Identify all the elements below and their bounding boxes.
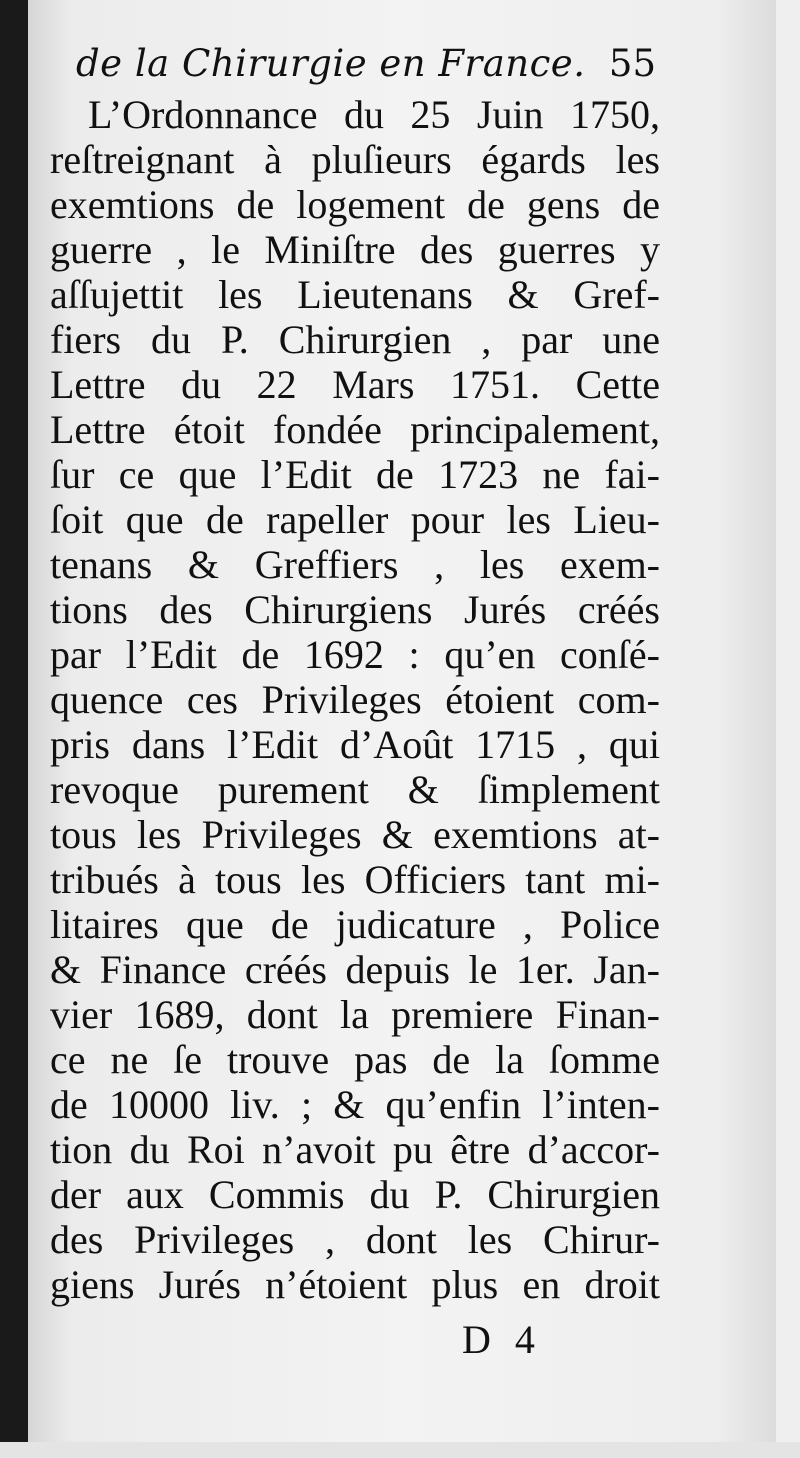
text-line: tenans & Greffiers , les exem- bbox=[50, 542, 660, 587]
signature-mark: D 4 bbox=[462, 1317, 535, 1362]
text-line: tribués à tous les Officiers tant mi- bbox=[50, 857, 660, 902]
text-line: par l’Edit de 1692 : qu’en conſé- bbox=[50, 632, 660, 677]
text-line: pris dans l’Edit d’Août 1715 , qui bbox=[50, 722, 660, 767]
body-paragraph bbox=[50, 92, 660, 1307]
text-line: giens Jurés n’étoient plus en droit bbox=[50, 1262, 660, 1307]
text-line: reſtreignant à pluſieurs égards les bbox=[50, 137, 660, 182]
text-line: L’Ordonnance du 25 Juin 1750, bbox=[88, 92, 660, 137]
text-line: revoque purement & ſimplement bbox=[50, 767, 660, 812]
text-line: vier 1689, dont la premiere Finan- bbox=[50, 992, 660, 1037]
text-line: guerre , le Miniſtre des guerres y bbox=[50, 227, 660, 272]
text-line: des Privileges , dont les Chirur- bbox=[50, 1217, 660, 1262]
text-line: Lettre étoit fondée principalement, bbox=[50, 407, 660, 452]
page-edge bbox=[776, 0, 800, 1458]
text-line: & Finance créés depuis le 1er. Jan- bbox=[50, 947, 660, 992]
text-line: tous les Privileges & exemtions at- bbox=[50, 812, 660, 857]
page-number: 55 bbox=[608, 42, 656, 85]
running-title: de la Chirurgie en France. bbox=[76, 42, 586, 85]
text-line: de 10000 liv. ; & qu’enfin l’inten- bbox=[50, 1082, 660, 1127]
text-line: ſur ce que l’Edit de 1723 ne fai- bbox=[50, 452, 660, 497]
text-line: Lettre du 22 Mars 1751. Cette bbox=[50, 362, 660, 407]
text-line: litaires que de judicature , Police bbox=[50, 902, 660, 947]
text-line: tion du Roi n’avoit pu être d’accor- bbox=[50, 1127, 660, 1172]
text-line: der aux Commis du P. Chirurgien bbox=[50, 1172, 660, 1217]
running-header bbox=[76, 36, 656, 92]
text-line: exemtions de logement de gens de bbox=[50, 182, 660, 227]
page-bottom-edge bbox=[0, 1442, 800, 1458]
text-line: tions des Chirurgiens Jurés créés bbox=[50, 587, 660, 632]
text-line: aſſujettit les Lieutenans & Gref- bbox=[50, 272, 660, 317]
text-line: quence ces Privileges étoient com- bbox=[50, 677, 660, 722]
text-line: fiers du P. Chirurgien , par une bbox=[50, 317, 660, 362]
text-line: ce ne ſe trouve pas de la ſomme bbox=[50, 1037, 660, 1082]
text-line: ſoit que de rapeller pour les Lieu- bbox=[50, 497, 660, 542]
